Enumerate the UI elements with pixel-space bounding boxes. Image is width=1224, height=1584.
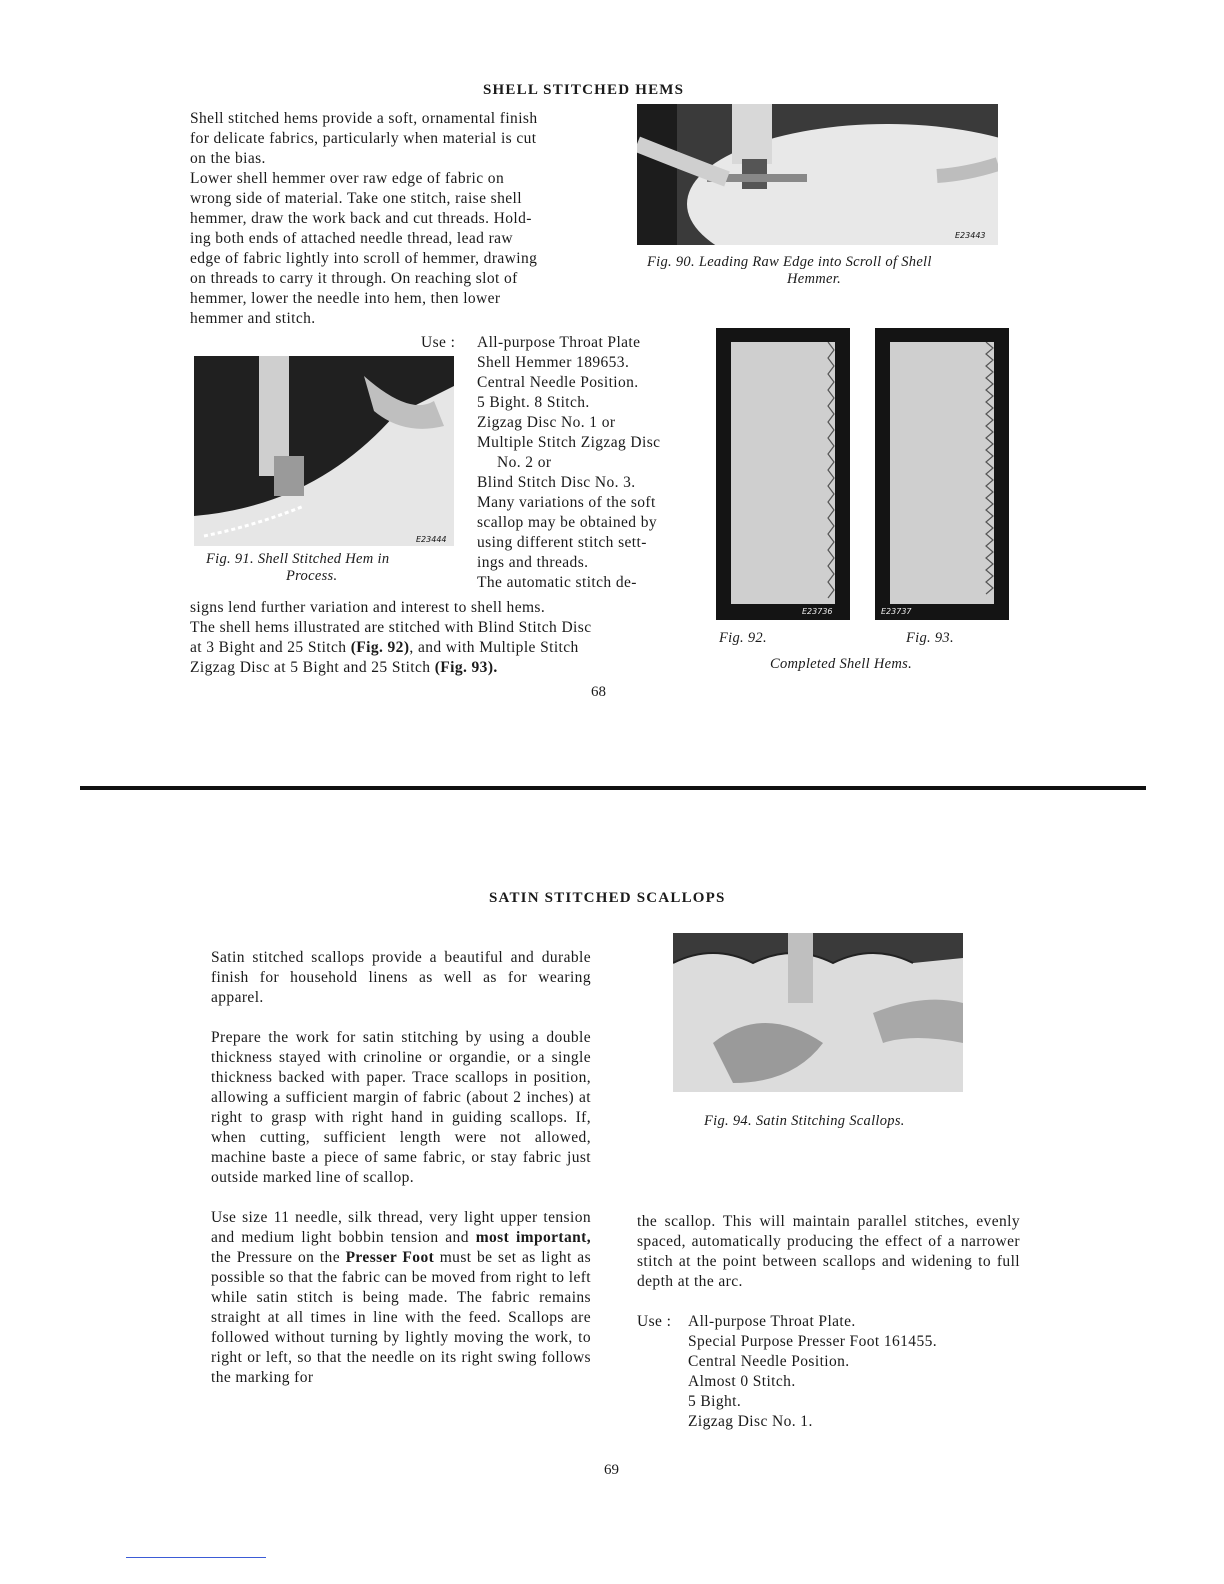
fig94-caption: Fig. 94. Satin Stitching Scallops. <box>704 1113 905 1129</box>
page-number-69: 69 <box>604 1462 619 1478</box>
fig93-code: E23737 <box>881 607 912 616</box>
fig93-label: Fig. 93. <box>906 630 954 646</box>
fig91-caption: Fig. 91. Shell Stitched Hem in Process. <box>206 551 390 584</box>
use-label-68: Use : <box>421 334 456 351</box>
use-label-69: Use : <box>637 1313 672 1330</box>
satin-scallops-continued: the scallop. This will maintain parallel stitches, evenly spaced, automatically producing the effect of a narrower stitch at the point between scallops and widening to full depth at the arc. <box>637 1213 1020 1290</box>
fig90-photo <box>637 104 998 245</box>
scan-artifact-line <box>126 1557 266 1558</box>
satin-scallops-text: Satin stitched scallops provide a beautiful and durable finish for household linens as well as for wearing apparel. Prepare the work for satin stitching by using a double thickness stayed with crinoline or organdie, or a single thickness backed with paper. Trace scallops in position, allowing a sufficient margin of fabric (about 2 inches) at right to grasp with right hand in guiding scallops. If, when cutting, sufficient length were not allowed, machine baste a piece of same fabric, or stay fabric just outside marked line of scallop. Use size 11 needle, silk thread, very light upper tension and medium light bobbin tension and most important, the Pressure on the Presser Foot must be set as light as possible so that the fabric can be moved from right to left while satin stitch is being made. The fabric remains straight at all times in line with the feed. Scallops are followed without turning by lightly moving the work, to right or left, so that the needle on its right swing follows the marking for <box>211 949 591 1386</box>
fig91-code: E23444 <box>416 535 447 544</box>
fig90-code: E23443 <box>955 231 986 240</box>
fig92-swatch <box>716 328 850 620</box>
use-list-69: All-purpose Throat Plate. Special Purpose Presser Foot 161455. Central Needle Position. Almost 0 Stitch. 5 Bight. Zigzag Disc No. 1. <box>688 1313 938 1430</box>
shell-hems-closing: signs lend further variation and interest to shell hems. The shell hems illustrated are stitched with Blind Stitch Disc at 3 Bight and 25 Stitch (Fig. 92), and with Multiple Stitch Zigzag Disc at 5 Bight and 25 Stitch (Fig. 93). <box>190 599 592 676</box>
fig94-photo <box>673 933 963 1092</box>
fig92-label: Fig. 92. <box>719 630 767 646</box>
fig92-93-caption: Completed Shell Hems. <box>770 656 913 672</box>
fig93-swatch <box>875 328 1009 620</box>
shell-hems-intro: Shell stitched hems provide a soft, ornamental finish for delicate fabrics, particularly when material is cut on the bias. Lower shell hemmer over raw edge of fabric on wrong side of material. Take one stitch, raise shell hemmer, draw the work back and cut threads. Hold- ing both ends of attached needle thread, lead raw edge of fabric lightly into scroll of hemmer, drawing on threads to carry it through. On reaching slot of hemmer, lower the needle into hem, then lower hemmer and stitch. <box>190 110 538 327</box>
page-divider <box>80 786 1146 790</box>
page-title-shell-hems: SHELL STITCHED HEMS <box>483 82 685 98</box>
page-title-satin-scallops: SATIN STITCHED SCALLOPS <box>489 890 726 906</box>
fig91-photo <box>194 356 454 546</box>
fig90-caption: Fig. 90. Leading Raw Edge into Scroll of Shell Hemmer. <box>647 254 932 287</box>
page-number-68: 68 <box>591 684 606 700</box>
fig92-code: E23736 <box>802 607 833 616</box>
use-list-68: All-purpose Throat Plate Shell Hemmer 189653. Central Needle Position. 5 Bight. 8 Stitch. Zigzag Disc No. 1 or Multiple Stitch Zigzag Disc No. 2 or Blind Stitch Disc No. 3. Many variations of the soft scallop may be obtained by using different stitch sett- ings and threads. The automatic stitch de- <box>477 334 661 591</box>
